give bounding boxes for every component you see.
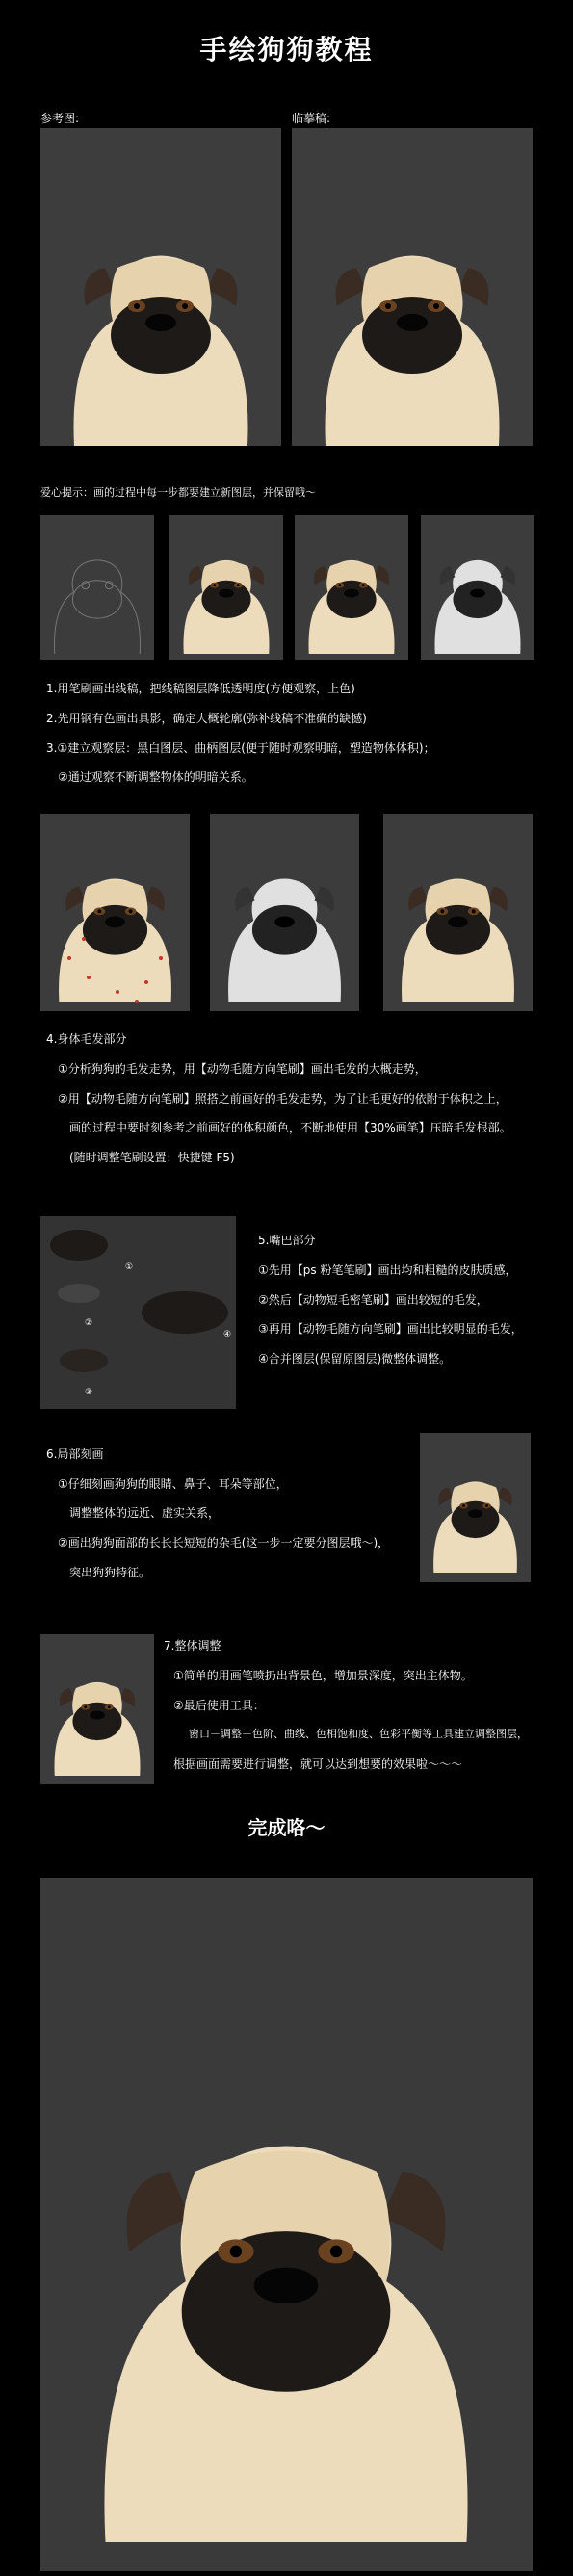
step6-line-1: ①仔细刻画狗狗的眼睛、鼻子、耳朵等部位， [58, 1477, 288, 1491]
step6-panel [420, 1433, 531, 1582]
step5-line-4: ④合并图层(保留原图层)微整体调整。 [258, 1352, 452, 1366]
step5-heading: 5.嘴巴部分 [258, 1234, 316, 1247]
step5-mouth-panel [40, 1216, 236, 1409]
step7-line-1: ①简单的用画笔喷扔出背景色，增加景深度，突出主体物。 [173, 1669, 473, 1682]
step-2-text: 2.先用钢有色画出具影，确定大概轮廓(弥补线稿不准确的缺憾) [46, 712, 367, 725]
step7-heading: 7.整体调整 [164, 1639, 221, 1652]
step-1-text: 1.用笔刷画出线稿，把线稿图层降低透明度(方便观察，上色) [46, 682, 355, 695]
step6-heading: 6.局部刻画 [46, 1447, 104, 1461]
step6-line-2: 调整整体的远近、虚实关系， [69, 1506, 221, 1520]
step5-mark-3: ③ [85, 1388, 93, 1397]
step6-line-3: ②画出狗狗面部的长长长短短的杂毛(这一步一定要分图层哦～)， [58, 1536, 390, 1549]
done-heading: 完成咯～ [247, 1816, 326, 1839]
step4-line-3: 画的过程中要时刻参考之前画好的体积颜色，不断地使用【30%画笔】压暗毛发根部。 [69, 1121, 511, 1134]
step4-panel-2 [210, 814, 359, 1011]
step7-panel [40, 1634, 154, 1784]
step4-heading: 4.身体毛发部分 [46, 1032, 127, 1046]
step7-line-2: ②最后使用工具： [173, 1699, 265, 1712]
step4-line-1: ①分析狗狗的毛发走势，用【动物毛随方向笔刷】画出毛发的大概走势， [58, 1062, 427, 1076]
reference-photo [40, 128, 281, 446]
step4-line-4: (随时调整笔刷设置：快捷键 F5) [69, 1151, 235, 1164]
step-3b-text: ②通过观察不断调整物体的明暗关系。 [58, 770, 253, 784]
step6-line-4: 突出狗狗特征。 [69, 1566, 151, 1579]
step7-line-4: 根据画面需要进行调整，就可以达到想要的效果啦～～～ [173, 1757, 463, 1771]
step4-line-2: ②用【动物毛随方向笔刷】照搭之前画好的毛发走势，为了让毛更好的依附于体积之上， [58, 1092, 508, 1106]
step3-mono-panel [421, 515, 534, 660]
step-3-text: 3.①建立观察层：黑白图层、曲柄图层(便于随时观察明暗，塑造物体体积)； [46, 742, 435, 755]
draft-painting [292, 128, 533, 446]
step2-panel [169, 515, 283, 660]
step5-mark-2: ② [85, 1318, 93, 1328]
tip-text: 爱心提示：画的过程中每一步都要建立新图层，并保留哦～ [40, 486, 316, 499]
step5-mark-1: ① [125, 1262, 134, 1272]
step5-mark-4: ④ [223, 1330, 232, 1340]
step4-panel-3 [383, 814, 533, 1011]
step5-line-2: ②然后【动物短毛密笔刷】画出较短的毛发， [258, 1293, 488, 1307]
step5-line-1: ①先用【ps 粉笔笔刷】画出均和粗糙的皮肤质感， [258, 1263, 517, 1277]
draft-label: 临摹稿: [292, 112, 331, 125]
page-title: 手绘狗狗教程 [199, 34, 374, 65]
step7-line-3: 窗口－调整－色阶、曲线、色相饱和度、色彩平衡等工具建立调整图层， [189, 1728, 528, 1740]
step1-panel [40, 515, 154, 660]
reference-label: 参考图: [40, 112, 80, 125]
step4-panel-1 [40, 814, 190, 1011]
final-painting [40, 1878, 533, 2571]
step3-panel [295, 515, 408, 660]
step5-line-3: ③再用【动物毛随方向笔刷】画出比较明显的毛发， [258, 1322, 523, 1336]
